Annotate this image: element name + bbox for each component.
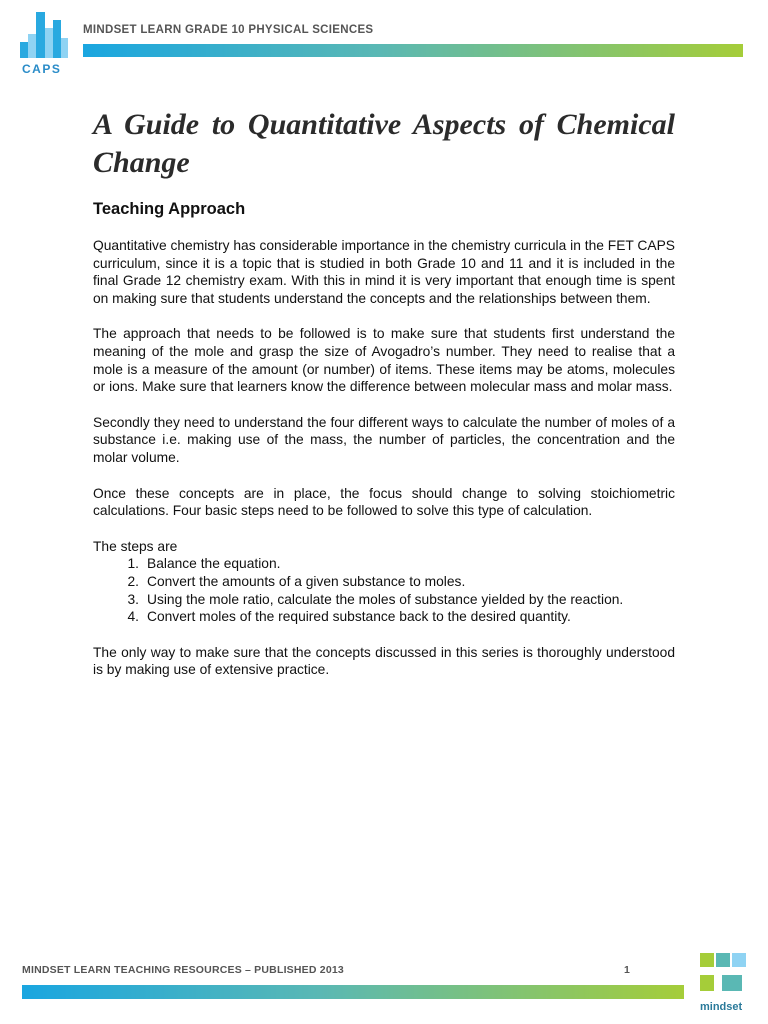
section-heading: Teaching Approach xyxy=(93,200,246,218)
list-item-text: Balance the equation. xyxy=(147,556,281,572)
document-title: A Guide to Quantitative Aspects of Chemical Change xyxy=(93,108,675,179)
caps-logo-text: CAPS xyxy=(22,62,62,76)
caps-logo xyxy=(20,12,70,78)
closing-paragraph: The only way to make sure that the concepts discussed in this series is thoroughly understood is by making use of extensive practice. xyxy=(93,644,675,678)
page-number: 1 xyxy=(624,964,630,976)
list-item-number: 2. xyxy=(127,573,139,589)
steps-intro: The steps are xyxy=(93,538,178,554)
list-item xyxy=(93,608,675,626)
list-item xyxy=(93,591,675,609)
paragraph: Once these concepts are in place, the focus should change to solving stoichiometric calculations. Four basic steps need to be followed to solve this type of calculation. xyxy=(93,485,675,519)
mindset-logo-text: mindset xyxy=(700,1001,743,1013)
list-item xyxy=(93,573,675,591)
bar-chart-icon xyxy=(20,12,70,58)
paragraph: The approach that needs to be followed is to make sure that students first understand the meaning of the mole and grasp the size of Avogadro’s number. They need to realise that a mole is a measure of the amount (or number) of items. These items may be atoms, molecules or ions. Make sure that learners know the difference between molecular mass and molar mass. xyxy=(93,326,675,395)
list-item-number: 3. xyxy=(127,591,139,607)
list-item-text: Convert the amounts of a given substance to moles. xyxy=(147,573,466,589)
document-body xyxy=(93,106,675,679)
paragraph: Secondly they need to understand the four different ways to calculate the number of moles of a substance i.e. making use of the mass, the number of particles, the concentration and the molar volume. xyxy=(93,414,675,465)
list-item-text: Convert moles of the required substance back to the desired quantity. xyxy=(147,609,571,625)
steps-list xyxy=(93,555,675,625)
list-item-number: 1. xyxy=(127,556,139,572)
footer-text: MINDSET LEARN TEACHING RESOURCES – PUBLISHED 2013 xyxy=(22,964,344,976)
header-divider xyxy=(83,44,743,57)
list-item-number: 4. xyxy=(127,609,139,625)
footer-divider xyxy=(22,985,684,999)
header-title: MINDSET LEARN GRADE 10 PHYSICAL SCIENCES xyxy=(83,24,374,36)
mindset-logo xyxy=(700,953,752,1017)
list-item-text: Using the mole ratio, calculate the moles of substance yielded by the reaction. xyxy=(147,591,624,607)
list-item xyxy=(93,555,675,573)
paragraph: Quantitative chemistry has considerable importance in the chemistry curricula in the FET CAPS curriculum, since it is a topic that is studied in both Grade 10 and 11 and it is included in the final Grade 12 chemistry exam. With this in mind it is very important that enough time is spent on making sure that students understand the concepts and the relationships between them. xyxy=(93,238,675,306)
